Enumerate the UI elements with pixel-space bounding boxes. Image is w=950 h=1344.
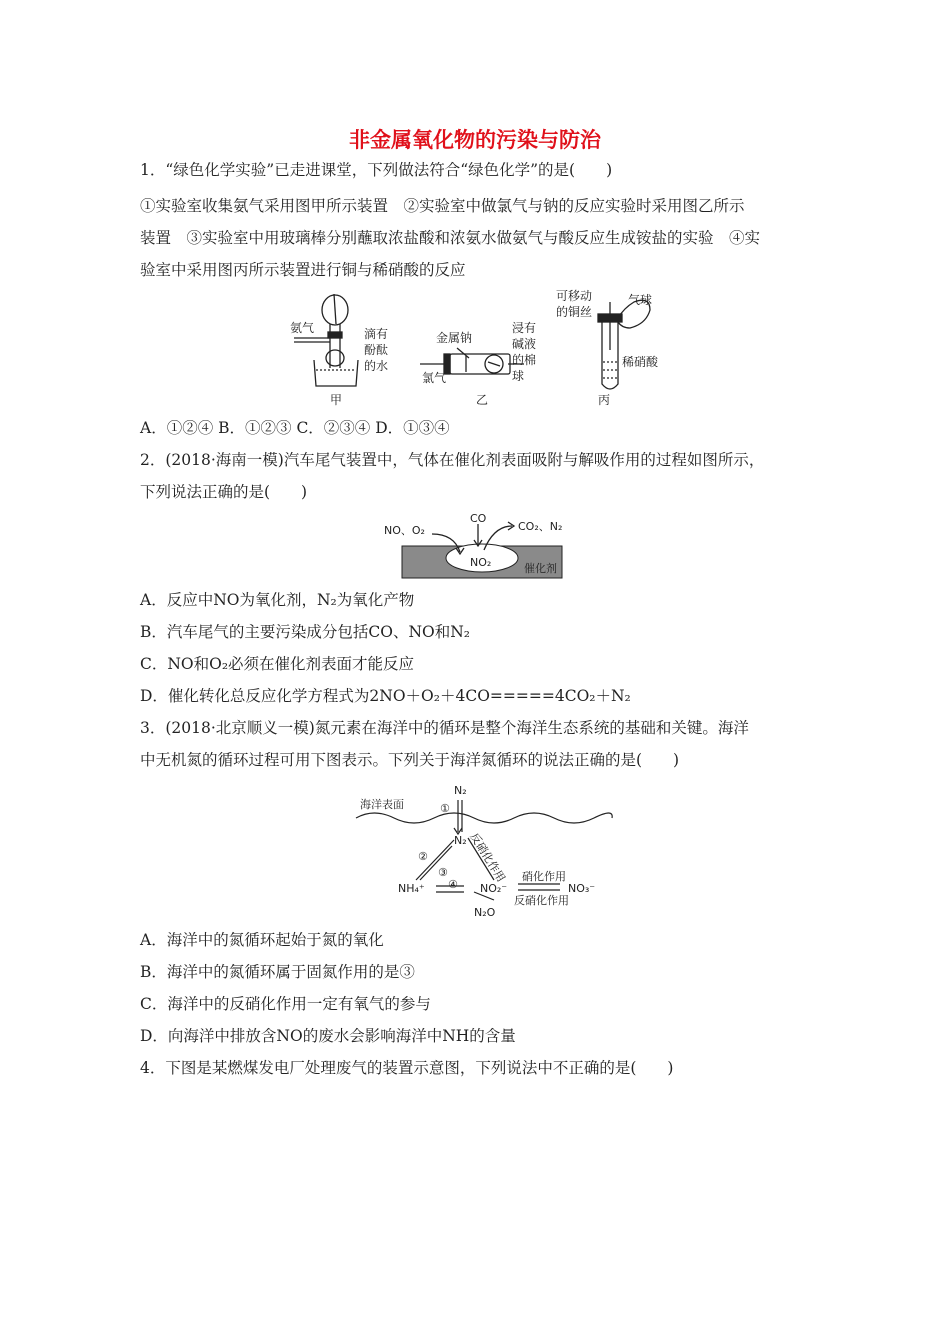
q1-answer-choices: A．①②④ B．①②③ C．②③④ D．①③④ bbox=[140, 419, 450, 437]
q3-option-a: A．海洋中的氮循环起始于氮的氧化 bbox=[140, 931, 384, 949]
bing-wire-2: 的铜丝 bbox=[556, 305, 593, 319]
q3-no2-label: NO₂⁻ bbox=[480, 882, 508, 895]
q3-step-4: ④ bbox=[448, 878, 458, 891]
q2-option-c: C．NO和O₂必须在催化剂表面才能反应 bbox=[140, 655, 415, 673]
yi-note-2: 碱液 bbox=[512, 337, 537, 351]
q4-stem: 4．下图是某燃煤发电厂处理废气的装置示意图，下列说法中不正确的是( ) bbox=[140, 1059, 674, 1077]
q3-denitrification-label: 反硝化作用 bbox=[514, 894, 569, 907]
page-title: 非金属氧化物的污染与防治 bbox=[349, 128, 601, 152]
q3-nitrification-label: 硝化作用 bbox=[522, 870, 566, 883]
q2-inlet-label: NO、O₂ bbox=[384, 524, 425, 537]
yi-note-4: 球 bbox=[512, 369, 525, 383]
q3-option-c: C．海洋中的反硝化作用一定有氧气的参与 bbox=[140, 995, 431, 1013]
q3-option-d: D．向海洋中排放含NO的废水会影响海洋中NH的含量 bbox=[140, 1027, 516, 1045]
q3-stem-line-1: 3．(2018·北京顺义一模)氮元素在海洋中的循环是整个海洋生态系统的基础和关键。海洋 bbox=[140, 719, 749, 737]
q2-option-a: A．反应中NO为氧化剂，N₂为氧化产物 bbox=[140, 591, 415, 609]
q2-catalyst-label: 催化剂 bbox=[524, 562, 557, 575]
q3-step-3: ③ bbox=[438, 866, 448, 879]
yi-note-3: 的棉 bbox=[512, 353, 537, 367]
q3-n2o-label: N₂O bbox=[474, 906, 496, 919]
q2-co-label: CO bbox=[470, 512, 487, 525]
q3-step-2: ② bbox=[418, 850, 428, 863]
q3-no3-label: NO₃⁻ bbox=[568, 882, 596, 895]
bing-balloon-label: 气球 bbox=[628, 293, 653, 307]
q2-outlet-label: CO₂、N₂ bbox=[518, 520, 563, 533]
q3-step-1: ① bbox=[440, 802, 450, 815]
jia-caption: 甲 bbox=[330, 393, 343, 407]
yi-gas-label: 氯气 bbox=[422, 371, 447, 385]
q3-denitrification-diagonal: 反硝化作用 bbox=[467, 830, 508, 885]
bing-acid-label: 稀硝酸 bbox=[622, 355, 659, 369]
jia-gas-label: 氨气 bbox=[290, 321, 315, 335]
q2-stem-line-1: 2．(2018·海南一模)汽车尾气装置中，气体在催化剂表面吸附与解吸作用的过程如图所示， bbox=[140, 451, 765, 469]
bing-wire-1: 可移动 bbox=[556, 289, 593, 303]
q3-option-b: B．海洋中的氮循环属于固氮作用的是③ bbox=[140, 963, 415, 981]
q2-no2-label: NO₂ bbox=[470, 556, 492, 569]
q1-options-line-2: 装置 ③实验室中用玻璃棒分别蘸取浓盐酸和浓氨水做氨气与酸反应生成铵盐的实验 ④实 bbox=[140, 229, 761, 247]
jia-note-3: 的水 bbox=[364, 359, 389, 373]
q3-stem-line-2: 中无机氮的循环过程可用下图表示。下列关于海洋氮循环的说法正确的是( ) bbox=[140, 751, 680, 769]
q3-n2-top: N₂ bbox=[454, 784, 467, 797]
q3-n2-mid: N₂ bbox=[454, 834, 467, 847]
jia-note-1: 滴有 bbox=[364, 327, 389, 341]
q3-nitrogen-cycle-figure bbox=[354, 780, 614, 922]
q2-stem-line-2: 下列说法正确的是( ) bbox=[140, 483, 308, 501]
q2-option-b: B．汽车尾气的主要污染成分包括CO、NO和N₂ bbox=[140, 623, 471, 641]
jia-note-2: 酚酞 bbox=[364, 343, 389, 357]
q1-options-line-3: 验室中采用图丙所示装置进行铜与稀硝酸的反应 bbox=[140, 261, 466, 279]
q1-options-line-1: ①实验室收集氨气采用图甲所示装置 ②实验室中做氯气与钠的反应实验时采用图乙所示 bbox=[140, 197, 745, 215]
q2-option-d: D．催化转化总反应化学方程式为2NO＋O₂＋4CO=====4CO₂＋N₂ bbox=[140, 687, 631, 705]
q2-catalyst-figure bbox=[384, 510, 584, 582]
yi-sodium-label: 金属钠 bbox=[436, 331, 473, 345]
q1-apparatus-figure bbox=[280, 288, 680, 410]
yi-note-1: 浸有 bbox=[512, 321, 537, 335]
q1-stem: 1．“绿色化学实验”已走进课堂，下列做法符合“绿色化学”的是( ) bbox=[140, 161, 613, 179]
yi-caption: 乙 bbox=[476, 393, 489, 407]
q3-nh4-label: NH₄⁺ bbox=[398, 882, 425, 895]
bing-caption: 丙 bbox=[598, 393, 611, 407]
q3-surface-label: 海洋表面 bbox=[360, 798, 404, 811]
